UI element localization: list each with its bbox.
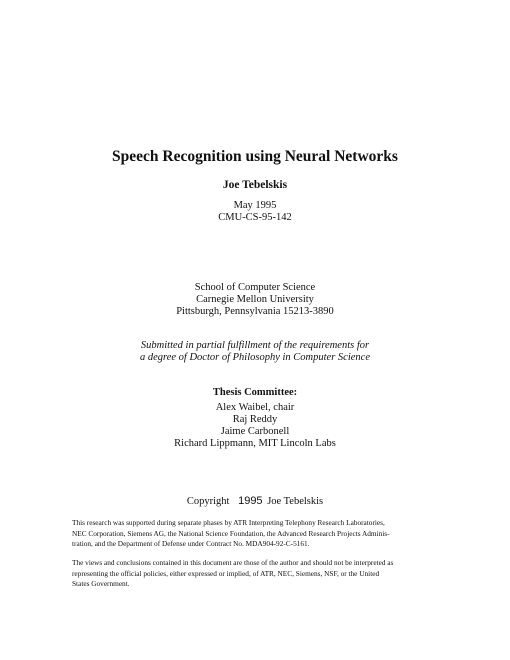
disclaimer-line-3: States Government. bbox=[72, 579, 130, 588]
school-name: School of Computer Science bbox=[194, 282, 316, 293]
committee-heading: Thesis Committee: bbox=[212, 387, 298, 398]
committee-member: Raj Reddy bbox=[232, 414, 278, 425]
committee-list bbox=[0, 402, 510, 450]
disclaimer-line-1: The views and conclusions contained in this document are those of the author and should not be interpreted as bbox=[72, 558, 394, 567]
university-name: Carnegie Mellon University bbox=[196, 294, 314, 305]
institution-block bbox=[0, 282, 510, 318]
publication-date: May 1995 bbox=[233, 200, 277, 211]
copyright-year: 1995 bbox=[238, 495, 263, 507]
author-name: Joe Tebelskis bbox=[222, 179, 288, 191]
funding-line-1: This research was supported during separate phases by ATR Interpreting Telephony Research Laboratories, bbox=[72, 518, 385, 527]
document-title: Speech Recognition using Neural Networks bbox=[112, 148, 398, 165]
date-block bbox=[0, 200, 510, 224]
submission-line-2: a degree of Doctor of Philosophy in Computer Science bbox=[140, 352, 370, 363]
committee-member: Alex Waibel, chair bbox=[215, 402, 295, 413]
copyright-notice bbox=[0, 494, 510, 509]
copyright-holder: Joe Tebelskis bbox=[267, 496, 324, 507]
report-number: CMU-CS-95-142 bbox=[218, 212, 292, 223]
institution-location: Pittsburgh, Pennsylvania 15213-3890 bbox=[176, 306, 334, 317]
funding-notice bbox=[72, 518, 440, 550]
committee-member: Jaime Carbonell bbox=[220, 426, 290, 437]
copyright-label: Copyright bbox=[186, 496, 230, 507]
funding-line-3: tration, and the Department of Defense under Contract No. MDA904-92-C-5161. bbox=[72, 539, 310, 548]
funding-line-2: NEC Corporation, Siemens AG, the National Science Foundation, the Advanced Research Projects Adminis- bbox=[72, 528, 390, 538]
committee-member: Richard Lippmann, MIT Lincoln Labs bbox=[174, 438, 336, 449]
disclaimer-line-2: representing the official policies, either expressed or implied, of ATR, NEC, Siemens, NSF, or the United bbox=[72, 568, 380, 578]
disclaimer-notice bbox=[72, 558, 440, 590]
submission-line-1: Submitted in partial fulfillment of the requirements for bbox=[140, 340, 370, 351]
submission-statement bbox=[0, 340, 510, 364]
